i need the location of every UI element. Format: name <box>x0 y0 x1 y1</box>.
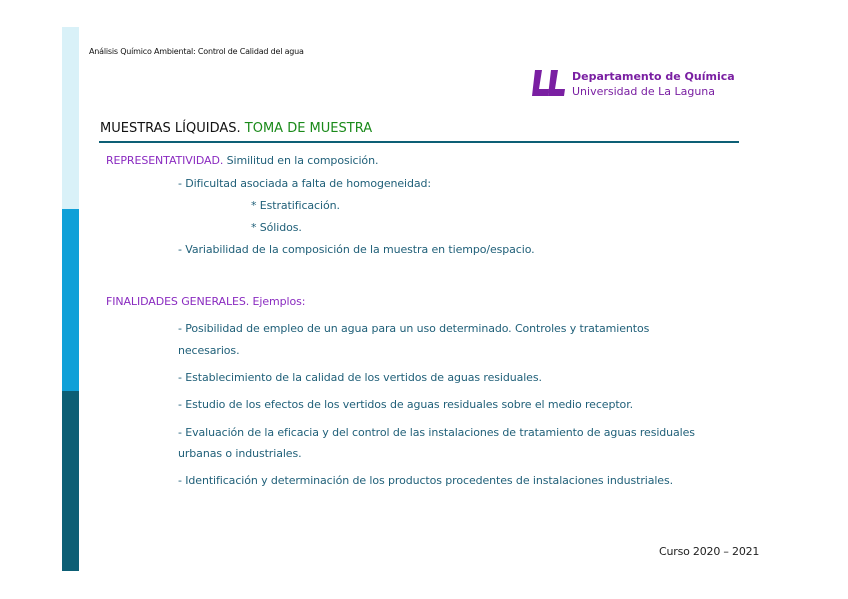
list-item: - Dificultad asociada a falta de homogeneidad: <box>178 177 432 190</box>
list-item: * Sólidos. <box>251 221 302 234</box>
list-item: - Establecimiento de la calidad de los vertidos de aguas residuales. <box>178 371 542 384</box>
slide-title <box>100 121 372 136</box>
list-item: necesarios. <box>178 344 240 357</box>
ull-logo-icon <box>531 68 567 98</box>
side-bar-light <box>62 27 79 209</box>
list-item: - Identificación y determinación de los productos procedentes de instalaciones industriales. <box>178 474 673 487</box>
title-underline <box>99 141 739 143</box>
list-item: - Posibilidad de empleo de un agua para un uso determinado. Controles y tratamientos <box>178 322 650 335</box>
side-bar-dark <box>62 391 79 571</box>
list-item: - Estudio de los efectos de los vertidos de aguas residuales sobre el medio receptor. <box>178 398 633 411</box>
finalidades-text: Ejemplos: <box>252 295 306 308</box>
course-title: Análisis Químico Ambiental: Control de Calidad del agua <box>89 47 304 56</box>
finalidades-label: FINALIDADES GENERALES. <box>106 295 250 308</box>
list-item: - Evaluación de la eficacia y del control de las instalaciones de tratamiento de aguas residuales <box>178 426 695 439</box>
representatividad-heading <box>106 154 378 167</box>
slide-title-part2: TOMA DE MUESTRA <box>244 121 373 136</box>
list-item: urbanas o industriales. <box>178 447 302 460</box>
list-item: * Estratificación. <box>251 199 340 212</box>
finalidades-heading <box>106 295 305 308</box>
representatividad-label: REPRESENTATIVIDAD. <box>106 154 224 167</box>
course-year: Curso 2020 – 2021 <box>659 545 760 558</box>
slide-title-part1: MUESTRAS LÍQUIDAS. <box>100 121 241 136</box>
department-name: Departamento de Química <box>572 70 735 83</box>
university-name: Universidad de La Laguna <box>572 85 716 98</box>
representatividad-text: Similitud en la composición. <box>226 154 379 167</box>
side-bar-mid <box>62 209 79 391</box>
list-item: - Variabilidad de la composición de la muestra en tiempo/espacio. <box>178 243 535 256</box>
